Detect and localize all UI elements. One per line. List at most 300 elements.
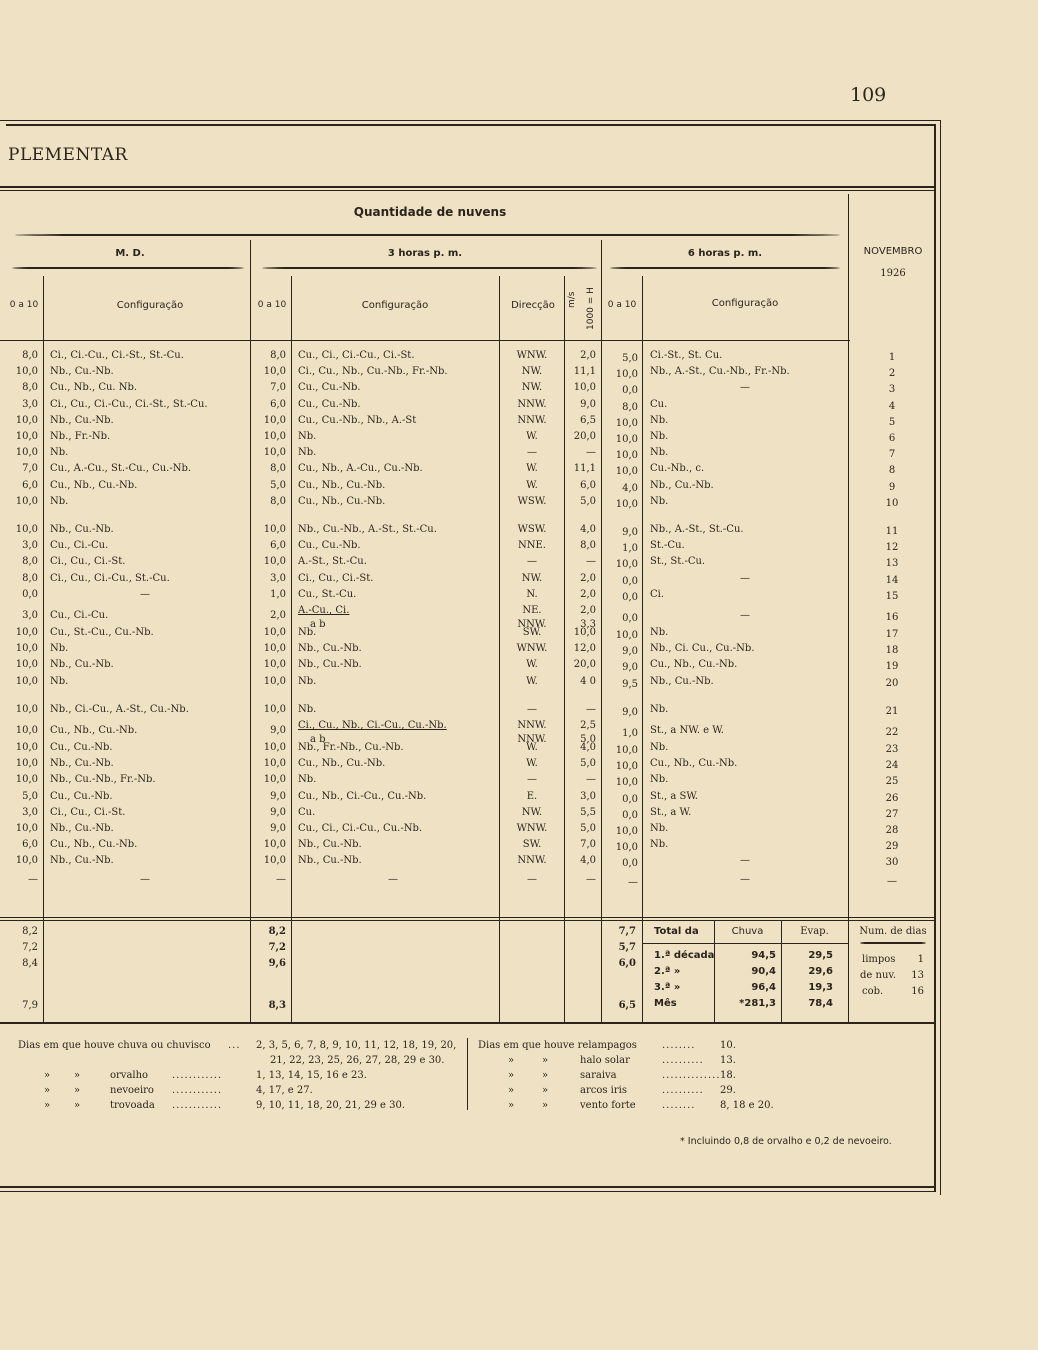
md-amount: 8,0 [22, 350, 38, 361]
md-amount: 8,0 [22, 382, 38, 394]
footer-value: 2, 3, 5, 6, 7, 8, 9, 10, 11, 12, 18, 19, 20, [256, 1040, 457, 1051]
direction: NW. [521, 572, 543, 584]
md-config: Cu., Nb., Cu.-Nb. [50, 839, 138, 851]
p6-mean-2: 5,7 [618, 942, 636, 953]
speed: 5,5 [580, 806, 596, 818]
md-config: Ci., Cu., Ci.-Cu., Ci.-St., St.-Cu. [50, 398, 208, 410]
p6-config: Nb. [650, 495, 669, 507]
md-config: Nb., Cu.-Nb. [50, 823, 114, 834]
footer-dots: ........ [662, 1100, 696, 1111]
direction: SW. [522, 839, 542, 851]
p6-amount: 10,0 [615, 434, 638, 445]
speed-header-2: 1000 = H [586, 287, 596, 330]
md-amount: 10,0 [15, 643, 38, 655]
day-number: 5 [888, 416, 896, 428]
p3-amount: 10,0 [263, 839, 286, 851]
p6-config: Nb., Cu.-Nb. [650, 479, 714, 491]
speed: 2,0 [580, 588, 596, 600]
p6-amount: 4,0 [622, 482, 638, 494]
decade-chuva: *281,3 [739, 998, 776, 1009]
speed: — [586, 873, 596, 885]
p6-config: — [740, 572, 750, 584]
day-number: 27 [885, 808, 899, 820]
md-config: Nb., Cu.-Nb. [50, 758, 114, 770]
p3-amount: 2,0 [270, 610, 286, 621]
p6-amount: 5,0 [622, 353, 638, 364]
p3-swoosh [262, 266, 597, 270]
md-amount: 10,0 [15, 414, 38, 426]
page-number: 109 [850, 84, 887, 106]
md-config: Cu., Nb., Cu. Nb. [50, 382, 138, 394]
p3-amount: 10,0 [263, 659, 286, 671]
p6-amount: — [628, 876, 638, 888]
speed: 2,0 [580, 605, 596, 616]
md-config-header: Configuração [116, 300, 184, 311]
md-amount: 8,0 [22, 556, 38, 568]
p3-amount: 10,0 [263, 447, 286, 459]
footer-value: 10. [720, 1040, 736, 1051]
md-amount: 3,0 [22, 540, 38, 552]
md-config: Nb., Cu.-Nb. [50, 414, 114, 426]
md-config: Nb. [50, 643, 69, 655]
footer-value: 4, 17, e 27. [256, 1085, 313, 1096]
md-config: Ci., Ci.-Cu., Ci.-St., St.-Cu. [50, 350, 184, 361]
p6-amount: 0,0 [622, 809, 638, 821]
md-amount: — [28, 873, 38, 885]
evap-label: Evap. [800, 926, 829, 937]
md-config: Cu., Cu.-Nb. [50, 742, 113, 753]
footer-dots: ........ [662, 1040, 696, 1051]
day-number: 4 [888, 400, 896, 412]
p3-amount: 10,0 [263, 675, 286, 687]
md-amount: 3,0 [22, 398, 38, 410]
p3-amount: 7,0 [270, 382, 286, 394]
ditto-mark: » [508, 1100, 515, 1111]
p3-config-sub: a b [310, 619, 326, 630]
direction: — [527, 556, 537, 568]
p6-amount: 10,0 [615, 369, 638, 381]
speed: 4,0 [580, 855, 596, 867]
direction: WSW. [517, 495, 547, 507]
speed: — [586, 703, 596, 715]
day-number: 2 [888, 368, 896, 380]
p6-amount: 8,0 [622, 401, 638, 413]
direction-2: NNW. [517, 734, 547, 745]
direction: WNW. [516, 643, 548, 655]
direction: — [527, 447, 537, 459]
p3-config: Cu., Ci., Ci.-Cu., Cu.-Nb. [298, 823, 423, 834]
p3-amount: 10,0 [263, 703, 286, 715]
direction: W. [526, 463, 538, 475]
p6-config: Nb. [650, 627, 669, 638]
p3-config: Cu., Nb., Cu.-Nb. [298, 495, 386, 507]
day-number: 17 [885, 629, 899, 640]
p3-config: — [388, 873, 398, 885]
day-number: 26 [885, 792, 899, 804]
footer-label: saraiva [580, 1070, 617, 1081]
p3-config: Cu., Nb., Cu.-Nb. [298, 758, 386, 770]
title-rule-thin [0, 190, 936, 191]
speed: 20,0 [573, 659, 596, 671]
summary-top-rule [0, 917, 936, 918]
p6-amount: 10,0 [615, 559, 638, 571]
p6-config: Nb. [650, 431, 669, 442]
speed: 10,0 [573, 382, 596, 394]
direction: N. [526, 588, 538, 600]
day-number: 1 [888, 352, 896, 363]
decade-label: 2.ª » [654, 966, 681, 977]
md-amount: 10,0 [15, 495, 38, 507]
speed: 5,0 [580, 495, 596, 507]
p3-config: Ci., Cu., Nb., Cu.-Nb., Fr.-Nb. [298, 366, 448, 378]
p6-config: Nb. [650, 447, 669, 459]
p6-config-header: Configuração [711, 298, 779, 309]
direction: W. [526, 742, 538, 753]
direction: NW. [521, 806, 543, 818]
decade-chuva: 96,4 [751, 982, 776, 993]
p3-amount: 8,0 [270, 350, 286, 361]
p3-config: Cu., Cu.-Nb., Nb., A.-St [298, 414, 417, 426]
speed: 4,0 [580, 524, 596, 535]
footer-label: arcos iris [580, 1085, 627, 1096]
p3-amount: 10,0 [263, 366, 286, 378]
p3-config: Cu., Cu.-Nb. [298, 540, 361, 552]
md-config: Nb., Cu.-Nb. [50, 524, 114, 535]
md-amount: 10,0 [15, 742, 38, 753]
decade-label: 3.ª » [654, 982, 681, 993]
group-swoosh [15, 233, 840, 237]
p6-config: Nb. [650, 703, 669, 715]
speed: 10,0 [573, 627, 596, 638]
md-amount: 10,0 [15, 659, 38, 671]
p6-config: Nb. [650, 823, 669, 834]
p3-config: Nb. [298, 447, 317, 459]
day-number: 24 [885, 760, 899, 772]
p6-config: Ci. [650, 588, 665, 600]
direction: NNW. [517, 414, 547, 426]
col-line-5 [564, 276, 565, 1022]
col-line-7 [642, 276, 643, 1022]
md-mean-3: 8,4 [22, 958, 38, 969]
footer-dots: .............. [662, 1070, 721, 1081]
md-amount: 10,0 [15, 431, 38, 442]
p6-config: Nb. [650, 742, 669, 753]
speed-2: 5,0 [580, 734, 596, 745]
cob-value: 16 [911, 986, 924, 997]
md-config: Ci., Cu., Ci.-St. [50, 556, 126, 568]
denuv-label: de nuv. [860, 970, 897, 981]
limpos-label: limpos [862, 954, 896, 965]
day-number: 19 [885, 661, 899, 673]
col-line-3 [291, 276, 292, 1022]
direction: W. [526, 479, 538, 491]
p6-config: St., a W. [650, 806, 692, 818]
p3-mean-month: 8,3 [268, 1000, 286, 1011]
p3-amount: 10,0 [263, 524, 286, 535]
p3-config: Cu., Cu.-Nb. [298, 382, 361, 394]
p6-config: Nb. [650, 839, 669, 851]
ditto-mark: » [74, 1085, 81, 1096]
p6-amount: 9,5 [622, 678, 638, 690]
direction: NNW. [517, 855, 547, 867]
md-config: Nb. [50, 495, 69, 507]
bottom-rule-1 [0, 1186, 936, 1188]
p6-config: St., a SW. [650, 790, 699, 802]
direction: NNW. [517, 720, 547, 731]
p6-amount: 1,0 [622, 543, 638, 555]
day-number: 6 [888, 433, 896, 444]
p3-config: Nb., Fr.-Nb., Cu.-Nb. [298, 742, 404, 753]
col-line-8 [848, 194, 849, 1022]
col-line-1 [43, 276, 44, 1022]
speed: 12,0 [573, 643, 596, 655]
num-dias-label: Num. de dias [859, 926, 927, 937]
decade-evap: 78,4 [808, 998, 833, 1009]
speed: 6,0 [580, 479, 596, 491]
p6-amount: 0,0 [622, 385, 638, 397]
p3-config: Nb. [298, 627, 317, 638]
p6-config: Cu. [650, 398, 668, 410]
p3-config-header: Configuração [361, 300, 429, 311]
footer-label: Dias em que houve chuva ou chuvisco [18, 1040, 211, 1051]
speed: 8,0 [580, 540, 596, 552]
md-config: Nb. [50, 675, 69, 687]
day-number: 8 [888, 465, 896, 477]
md-amount: 5,0 [22, 790, 38, 802]
direction: E. [526, 790, 538, 802]
day-number: 9 [888, 481, 896, 493]
summary-head-rule [642, 943, 848, 944]
ditto-mark: » [542, 1100, 549, 1111]
p6-mean-month: 6,5 [618, 1000, 636, 1011]
day-number: 12 [885, 542, 899, 554]
day-number: 18 [885, 645, 899, 657]
direction: NW. [521, 366, 543, 378]
p6-config: Cu.-Nb., c. [650, 463, 705, 475]
p3-config: Ci., Cu., Nb., Ci.-Cu., Cu.-Nb. [298, 720, 447, 731]
day-number: 10 [885, 497, 899, 509]
md-config: — [140, 588, 150, 600]
footer-label: Dias em que houve relampagos [478, 1040, 637, 1051]
day-number: 7 [888, 449, 896, 461]
speed: 9,0 [580, 398, 596, 410]
md-amount: 10,0 [15, 725, 38, 736]
md-amount: 3,0 [22, 610, 38, 621]
decade-label: Mês [654, 998, 677, 1009]
direction: NNE. [518, 540, 546, 552]
p6-amount: 0,0 [622, 793, 638, 805]
p6-amount: 10,0 [615, 417, 638, 429]
total-label: Total da [654, 926, 699, 937]
footer-label: halo solar [580, 1055, 630, 1066]
p3-amount: 10,0 [263, 855, 286, 867]
speed: 4,0 [580, 742, 596, 753]
speed: 20,0 [573, 431, 596, 442]
p3-header: 3 horas p. m. [387, 248, 463, 259]
p6-mean-3: 6,0 [618, 958, 636, 969]
p3-config: Nb., Cu.-Nb., A.-St., St.-Cu. [298, 524, 437, 535]
p3-config-sub: a b [310, 734, 326, 745]
summary-top-rule-2 [0, 920, 936, 921]
p3-config: Nb., Cu.-Nb. [298, 643, 362, 655]
day-number: 21 [885, 705, 899, 717]
direction: WNW. [516, 350, 548, 361]
direction: W. [526, 675, 538, 687]
p6-swoosh [610, 266, 840, 270]
ditto-mark: » [508, 1085, 515, 1096]
md-amount: 10,0 [15, 823, 38, 834]
footer-label: orvalho [110, 1070, 149, 1081]
p6-config: Nb., Cu.-Nb. [650, 675, 714, 687]
p3-config: Nb. [298, 703, 317, 715]
md-amount: 10,0 [15, 627, 38, 638]
ditto-mark: » [44, 1085, 51, 1096]
p3-amount: 6,0 [270, 398, 286, 410]
md-amount: 3,0 [22, 806, 38, 818]
p6-amount: 9,0 [622, 527, 638, 538]
p3-mean-1: 8,2 [268, 926, 286, 937]
decade-chuva: 90,4 [751, 966, 776, 977]
day-number: 16 [885, 612, 899, 623]
decade-chuva: 94,5 [751, 950, 776, 961]
direction: — [527, 873, 537, 885]
p3-config: Cu., Nb., Cu.-Nb. [298, 479, 386, 491]
footer-value: 21, 22, 23, 25, 26, 27, 28, 29 e 30. [270, 1055, 445, 1066]
footer-dots: .......... [662, 1085, 704, 1096]
ditto-mark: » [542, 1070, 549, 1081]
md-amount: 10,0 [15, 366, 38, 378]
p3-amount: — [276, 873, 286, 885]
day-number: 13 [885, 558, 899, 570]
day-number: 25 [885, 776, 899, 788]
md-amount: 10,0 [15, 524, 38, 535]
speed: 4 0 [580, 675, 596, 687]
speed: — [586, 447, 596, 459]
p6-amount: 10,0 [615, 777, 638, 789]
speed: 5,0 [580, 823, 596, 834]
p3-config: Nb. [298, 431, 317, 442]
p3-config: Nb., Cu.-Nb. [298, 855, 362, 867]
ditto-mark: » [44, 1070, 51, 1081]
footer-value: 18. [720, 1070, 736, 1081]
speed: 2,0 [580, 572, 596, 584]
direction: — [527, 703, 537, 715]
p3-amount: 9,0 [270, 790, 286, 802]
p6-amount: 10,0 [615, 450, 638, 462]
day-number: 28 [885, 825, 899, 836]
footnote: * Incluindo 0,8 de orvalho e 0,2 de nevoeiro. [680, 1136, 892, 1147]
p3-config: Nb., Cu.-Nb. [298, 839, 362, 851]
p3-amount: 10,0 [263, 758, 286, 770]
day-number: — [887, 875, 897, 887]
p3-amount: 10,0 [263, 556, 286, 568]
md-amount: 10,0 [15, 758, 38, 770]
md-config: Cu., Nb., Cu.-Nb. [50, 479, 138, 491]
p3-amount: 5,0 [270, 479, 286, 491]
col-line-2 [250, 240, 251, 1022]
p3-config: Cu., Ci., Ci.-Cu., Ci.-St. [298, 350, 415, 361]
speed: — [586, 774, 596, 786]
p6-config: St.-Cu. [650, 540, 685, 552]
p6-config: Nb., A.-St., St.-Cu. [650, 524, 744, 535]
p6-amount: 10,0 [615, 498, 638, 510]
p3-config: Nb. [298, 675, 317, 687]
day-number: 14 [885, 574, 899, 586]
md-amount: 6,0 [22, 839, 38, 851]
speed-header: m/s [567, 291, 577, 308]
speed: 2,0 [580, 350, 596, 361]
p3-config: Cu. [298, 806, 316, 818]
p3-config: Cu., St.-Cu. [298, 588, 357, 600]
md-config: Cu., Nb., Cu.-Nb. [50, 725, 138, 736]
md-amount: 7,0 [22, 463, 38, 475]
footer-dots: ... [228, 1040, 241, 1051]
decade-evap: 29,6 [808, 966, 833, 977]
denuv-value: 13 [911, 970, 924, 981]
md-config: Nb. [50, 447, 69, 459]
p6-config: St., a NW. e W. [650, 725, 724, 736]
md-config: Nb., Cu.-Nb., Fr.-Nb. [50, 774, 156, 786]
ditto-mark: » [74, 1100, 81, 1111]
direction: NNW. [517, 398, 547, 410]
p6-config: — [740, 382, 750, 394]
p3-config: Nb. [298, 774, 317, 786]
p3-amount: 9,0 [270, 806, 286, 818]
speed: 6,5 [580, 414, 596, 426]
col-line-6 [601, 240, 602, 1022]
p6-amount: 10,0 [615, 761, 638, 773]
speed: 5,0 [580, 758, 596, 770]
footer-value: 29. [720, 1085, 736, 1096]
direction: WSW. [517, 524, 547, 535]
md-config: Ci., Cu., Ci.-Cu., St.-Cu. [50, 572, 170, 584]
p6-config: St., St.-Cu. [650, 556, 706, 568]
p3-amount: 9,0 [270, 823, 286, 834]
footer-dots: .......... [662, 1055, 704, 1066]
p6-config: Nb. [650, 774, 669, 786]
p3-config: Cu., Nb., Ci.-Cu., Cu.-Nb. [298, 790, 427, 802]
p6-config: Cu., Nb., Cu.-Nb. [650, 758, 738, 770]
md-scale-header: 0 a 10 [9, 300, 39, 310]
md-mean-1: 8,2 [22, 926, 38, 937]
ditto-mark: » [74, 1070, 81, 1081]
footer-value: 1, 13, 14, 15, 16 e 23. [256, 1070, 367, 1081]
md-config: Cu., St.-Cu., Cu.-Nb. [50, 627, 154, 638]
p3-amount: 8,0 [270, 463, 286, 475]
cob-label: cob. [862, 986, 884, 997]
decade-label: 1.ª década [654, 950, 715, 961]
p3-amount: 10,0 [263, 414, 286, 426]
direction: SW. [522, 627, 542, 638]
md-config: Ci., Cu., Ci.-St. [50, 806, 126, 818]
p6-amount: 0,0 [622, 591, 638, 603]
p6-amount: 10,0 [615, 842, 638, 854]
p6-amount: 10,0 [615, 745, 638, 756]
footer-label: trovoada [110, 1100, 155, 1111]
title-rule [0, 186, 936, 188]
speed: — [586, 556, 596, 568]
md-config: Cu., Cu.-Nb. [50, 790, 113, 802]
md-amount: 6,0 [22, 479, 38, 491]
md-config: Nb., Ci.-Cu., A.-St., Cu.-Nb. [50, 703, 189, 715]
p6-amount: 9,0 [622, 662, 638, 674]
bottom-rule-2 [0, 1191, 936, 1192]
p6-amount: 9,0 [622, 706, 638, 718]
num-dias-swoosh [860, 941, 926, 945]
p3-config: A.-St., St.-Cu. [298, 556, 367, 568]
p6-amount: 1,0 [622, 728, 638, 739]
speed: 11,1 [573, 366, 596, 378]
